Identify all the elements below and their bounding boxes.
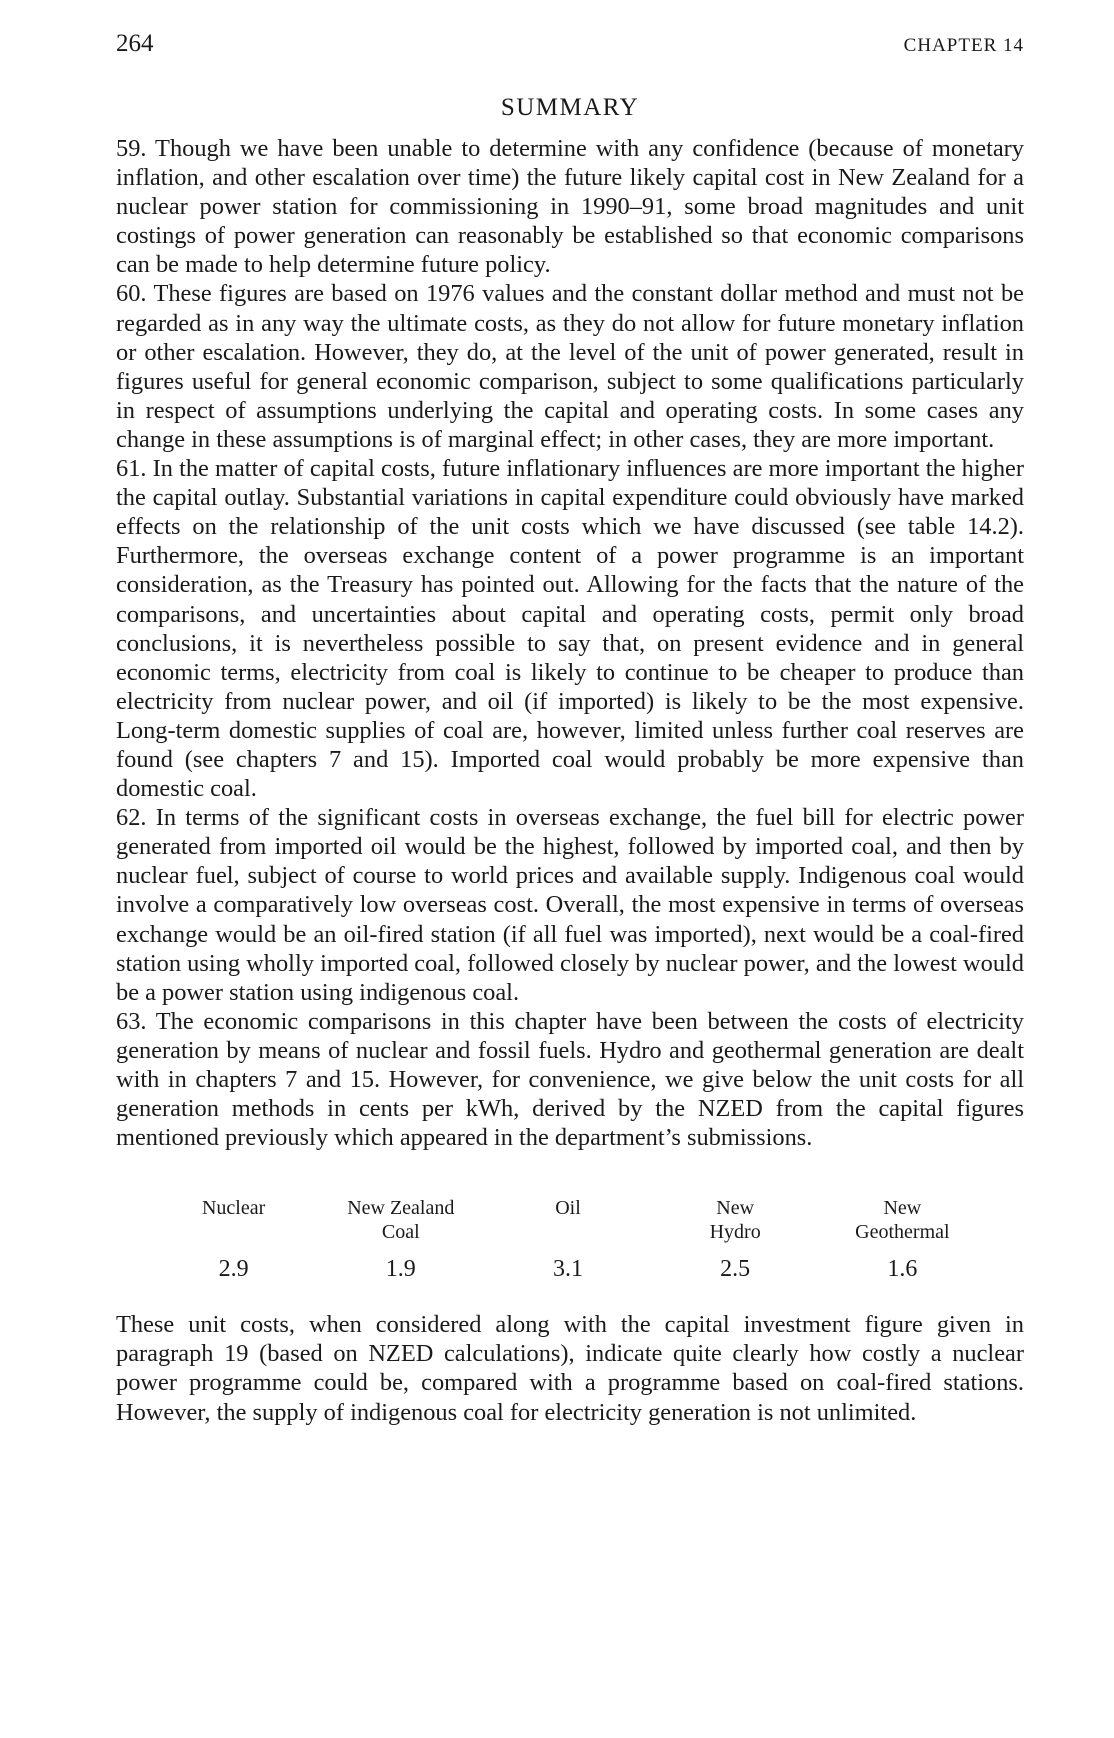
table-row [150, 1244, 986, 1284]
paragraph-number: 62. [116, 804, 147, 832]
table-header-row [150, 1196, 986, 1244]
cost-value-new-geothermal: 1.6 [887, 1256, 918, 1283]
unit-costs-table [150, 1196, 986, 1284]
header-line: Oil [555, 1197, 581, 1220]
cost-value-new-hydro: 2.5 [720, 1256, 751, 1283]
header-line: Geothermal [855, 1221, 950, 1244]
header-line: New [716, 1197, 755, 1220]
paragraph-61 [116, 454, 1024, 803]
paragraph-62 [116, 803, 1024, 1007]
header-line: Nuclear [201, 1197, 266, 1220]
section-title: SUMMARY [500, 94, 640, 121]
paragraph-text: Though we have been unable to determine with any confidence (because of monetary inflation, and other escalation over time) the future likely capital cost in New Zealand for a nuclear power station for commissioning in 1990–91, some broad magnitudes and unit costings of power generation can reasonably be established so that economic comparisons can be made to help determine future policy. [116, 135, 1024, 279]
header-line: New [883, 1197, 922, 1220]
chapter-label: CHAPTER 14 [903, 35, 1024, 56]
closing-paragraph: These unit costs, when considered along with the capital investment figure given in paragraph 19 (based on NZED calculations), indicate quite clearly how costly a nuclear power programme could be, compared with a programme based on coal-fired stations. However, the supply of indigenous coal for electricity generation is not unlimited. [116, 1311, 1024, 1426]
column-header-new-geothermal [819, 1196, 986, 1244]
paragraph-number: 59. [116, 135, 147, 162]
paragraph-59 [116, 134, 1024, 279]
column-header-new-hydro [652, 1196, 819, 1244]
column-header-oil [484, 1196, 651, 1244]
paragraph-number: 63. [116, 1007, 147, 1035]
column-header-nuclear [150, 1196, 317, 1244]
paragraph-text: In terms of the significant costs in overseas exchange, the fuel bill for electric power generated from imported oil would be the highest, followed by imported coal, and then by nuclear fuel, subject of course to world prices and available supply. Indigenous coal would involve a comparatively low overseas cost. Overall, the most expensive in terms of overseas exchange would be an oil-fired station (if all fuel was imported), next would be a coal-fired station using wholly imported coal, followed closely by nuclear power, and the lowest would be a power station using indigenous coal. [116, 804, 1024, 1006]
paragraph-63 [116, 1007, 1024, 1152]
paragraph-text: In the matter of capital costs, future inflationary influences are more important the higher the capital outlay. Substantial variations in capital expenditure could obviously have marked effects on the relationship of the unit costs which we have discussed (see table 14.2). Furthermore, the overseas exchange content of a power programme is an important consideration, as the Treasury has pointed out. Allowing for the facts that the nature of the comparisons, and uncertainties about capital and operating costs, permit only broad conclusions, it is nevertheless possible to say that, on present evidence and in general economic terms, electricity from coal is likely to continue to be cheaper to produce than electricity from nuclear power, and oil (if imported) is likely to be the most expensive. Long-term domestic supplies of coal are, however, limited unless further coal reserves are found (see chapters 7 and 15). Imported coal would probably be more expensive than domestic coal. [116, 455, 1024, 803]
header-line: Hydro [709, 1221, 761, 1244]
paragraph-text: These figures are based on 1976 values and the constant dollar method and must not be regarded as in any way the ultimate costs, as they do not allow for future monetary inflation or other escalation. However, they do, at the level of the unit of power generated, result in figures useful for general economic comparison, subject to some qualifications particularly in respect of assumptions underlying the capital and operating costs. In some cases any change in these assumptions is of marginal effect; in other cases, they are more important. [116, 280, 1024, 453]
cost-value-nuclear: 2.9 [218, 1256, 249, 1283]
page-number: 264 [116, 30, 154, 57]
paragraph-text: The economic comparisons in this chapter have been between the costs of electricity generation by means of nuclear and fossil fuels. Hydro and geothermal generation are dealt with in chapters 7 and 15. However, for convenience, we give below the unit costs for all generation methods in cents per kWh, derived by the NZED from the capital figures mentioned previously which appeared in the department’s submissions. [116, 1007, 1024, 1152]
header-line: New Zealand [347, 1197, 455, 1220]
unit-costs-table-wrapper [116, 1196, 1024, 1284]
paragraph-60 [116, 279, 1024, 454]
cost-value-oil: 3.1 [552, 1256, 583, 1283]
document-page [116, 30, 1024, 1427]
paragraph-number: 61. [116, 455, 147, 483]
header-line: Coal [381, 1221, 420, 1244]
column-header-nz-coal [317, 1196, 484, 1244]
paragraph-number: 60. [116, 280, 147, 308]
running-head [116, 30, 1024, 70]
cost-value-nz-coal: 1.9 [385, 1256, 416, 1283]
